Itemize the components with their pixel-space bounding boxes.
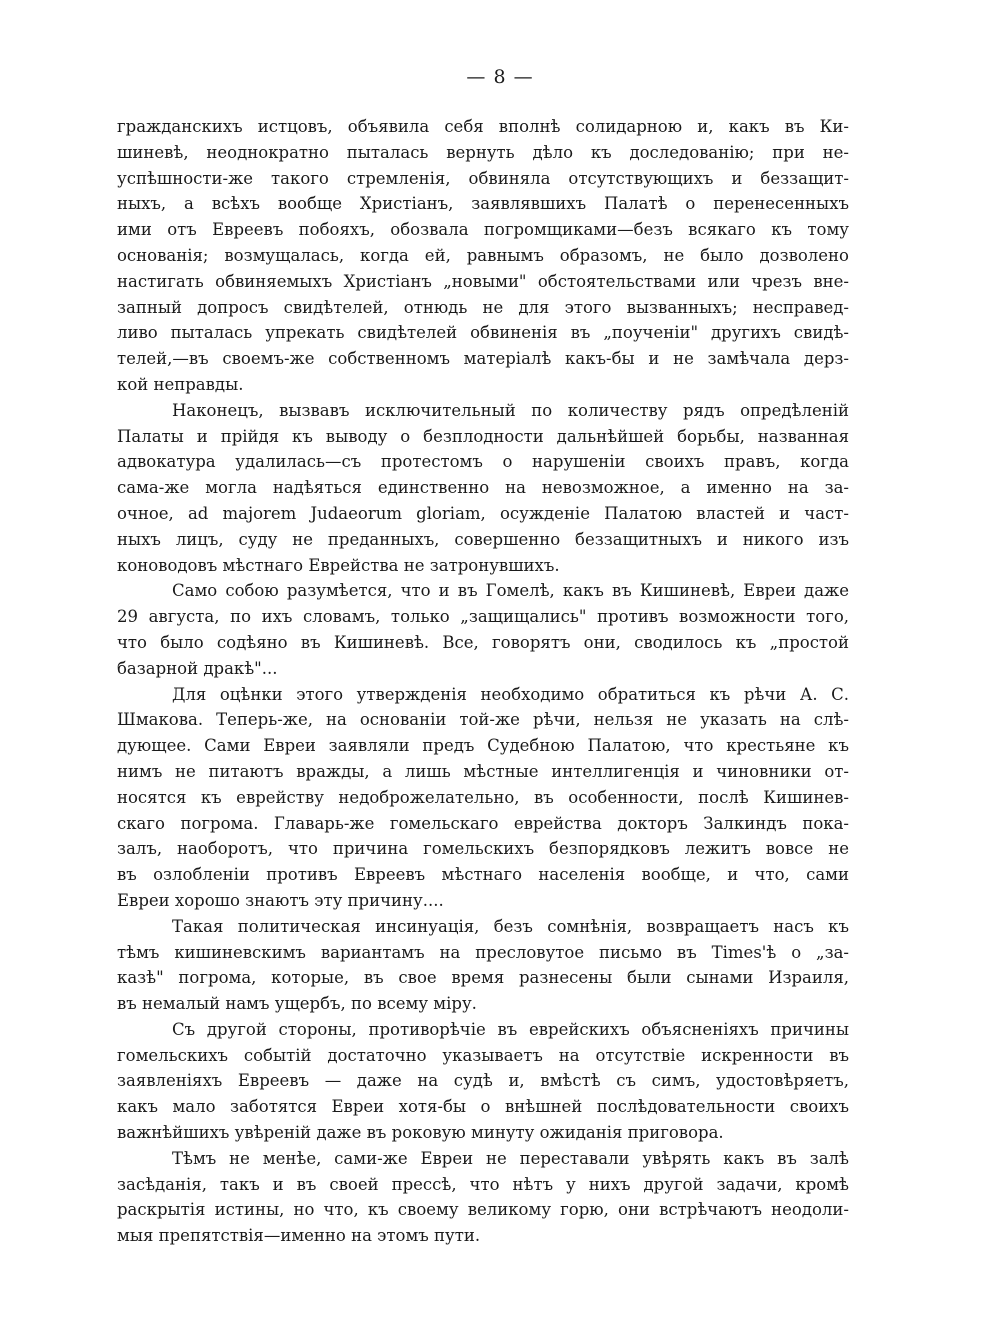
- text-line: что было содѣяно въ Кишиневѣ. Все, говорятъ они, сводилось къ „простой: [117, 632, 849, 652]
- text-line: успѣшности-же такого стремленія, обвиняла отсутствующихъ и беззащит-: [117, 168, 849, 188]
- text-line: Наконецъ, вызвавъ исключительный по количеству рядъ опредѣленій: [172, 400, 849, 420]
- text-line: ныхъ, а всѣхъ вообще Христіанъ, заявлявшихъ Палатѣ о перенесенныхъ: [117, 194, 849, 214]
- text-line: основанія; возмущалась, когда ей, равнымъ образомъ, не было дозволено: [117, 245, 849, 265]
- text-line: гражданскихъ истцовъ, объявила себя вполнѣ солидарною и, какъ въ Ки-: [117, 117, 849, 136]
- text-line: телей,—въ своемъ-же собственномъ матеріалѣ какъ-бы и не замѣчала дерз-: [117, 349, 849, 369]
- text-line: мыя препятствія—именно на этомъ пути.: [117, 1226, 481, 1246]
- text-line: очное, ad majorem Judaeorum gloriam, осужденіе Палатою властей и част-: [117, 503, 849, 523]
- text-line: Тѣмъ не менѣе, сами-же Евреи не переставали увѣрять какъ въ залѣ: [172, 1148, 849, 1168]
- text-line: Евреи хорошо знаютъ эту причину....: [117, 890, 444, 910]
- text-line: казѣ" погрома, которые, въ свое время разнесены были сынами Израиля,: [117, 968, 849, 988]
- text-line: тѣмъ кишиневскимъ вариантамъ на пресловутое письмо въ Times'ѣ о „за-: [117, 942, 849, 962]
- text-line: гомельскихъ событій достаточно указываетъ на отсутствіе искренности въ: [117, 1045, 849, 1065]
- text-line: коноводовъ мѣстнаго Еврейства не затронувшихъ.: [117, 555, 560, 575]
- text-line: базарной дракѣ"...: [117, 658, 278, 678]
- text-line: ливо пыталась упрекать свидѣтелей обвиненія въ „поученіи" другихъ свидѣ-: [117, 323, 849, 343]
- text-line: дующее. Сами Евреи заявляли предъ Судебною Палатою, что крестьяне къ: [117, 736, 849, 756]
- text-line: настигать обвиняемыхъ Христіанъ „новыми" обстоятельствами или чрезъ вне-: [117, 271, 849, 291]
- text-line: засѣданія, такъ и въ своей прессѣ, что нѣтъ у нихъ другой задачи, кромѣ: [117, 1174, 849, 1194]
- text-line: 29 августа, по ихъ словамъ, только „защищались" противъ возможности того,: [117, 607, 849, 627]
- text-line: въ озлобленіи противъ Евреевъ мѣстнаго населенія вообще, и что, сами: [117, 865, 849, 885]
- text-line: Палаты и прійдя къ выводу о безплодности дальнѣйшей борьбы, названная: [117, 426, 849, 446]
- text-line: Для оцѣнки этого утвержденія необходимо обратиться къ рѣчи А. С.: [172, 684, 849, 704]
- text-line: залъ, наоборотъ, что причина гомельскихъ безпорядковъ лежитъ вовсе не: [117, 839, 849, 859]
- text-line: ныхъ лицъ, суду не преданныхъ, совершенно беззащитныхъ и никого изъ: [117, 529, 849, 549]
- text-line: запный допросъ свидѣтелей, отнюдь не для этого вызванныхъ; несправед-: [117, 297, 849, 317]
- text-line: раскрытія истины, но что, къ своему великому горю, они встрѣчаютъ неодоли-: [117, 1200, 849, 1220]
- text-line: нимъ не питаютъ вражды, а лишь мѣстные интеллигенція и чиновники от-: [117, 761, 849, 781]
- text-line: Само собою разумѣется, что и въ Гомелѣ, какъ въ Кишиневѣ, Евреи даже: [172, 581, 849, 601]
- text-line: адвокатура удалилась—съ протестомъ о нарушеніи своихъ правъ, когда: [117, 452, 849, 472]
- text-line: сама-же могла надѣяться единственно на невозможное, а именно на за-: [117, 478, 849, 498]
- page-number: — 8 —: [466, 66, 534, 88]
- text-line: Шмакова. Теперь-же, на основаніи той-же рѣчи, нельзя не указать на слѣ-: [117, 710, 849, 730]
- text-line: носятся къ еврейству недоброжелательно, въ особенности, послѣ Кишинев-: [117, 787, 849, 807]
- text-line: Такая политическая инсинуація, безъ сомнѣнія, возвращаетъ насъ къ: [172, 916, 849, 936]
- text-line: Съ другой стороны, противорѣчіе въ еврейскихъ объясненіяхъ причины: [172, 1019, 849, 1039]
- text-line: шиневѣ, неоднократно пыталась вернуть дѣло къ доследованію; при не-: [117, 142, 849, 162]
- text-line: заявленіяхъ Евреевъ — даже на судѣ и, вмѣстѣ съ симъ, удостовѣряетъ,: [117, 1071, 849, 1091]
- text-line: скаго погрома. Главарь-же гомельскаго еврейства докторъ Залкиндъ пока-: [117, 813, 849, 833]
- text-line: въ немалый намъ ущербъ, по всему міру.: [117, 994, 477, 1014]
- text-line: кой неправды.: [117, 374, 244, 394]
- text-line: ими отъ Евреевъ побояхъ, обозвала погромщиками—безъ всякаго къ тому: [117, 220, 849, 240]
- text-line: важнѣйшихъ увѣреній даже въ роковую минуту ожиданія приговора.: [117, 1123, 724, 1143]
- text-line: какъ мало заботятся Евреи хотя-бы о внѣшней послѣдовательности своихъ: [117, 1097, 849, 1117]
- body-text: [117, 114, 849, 1249]
